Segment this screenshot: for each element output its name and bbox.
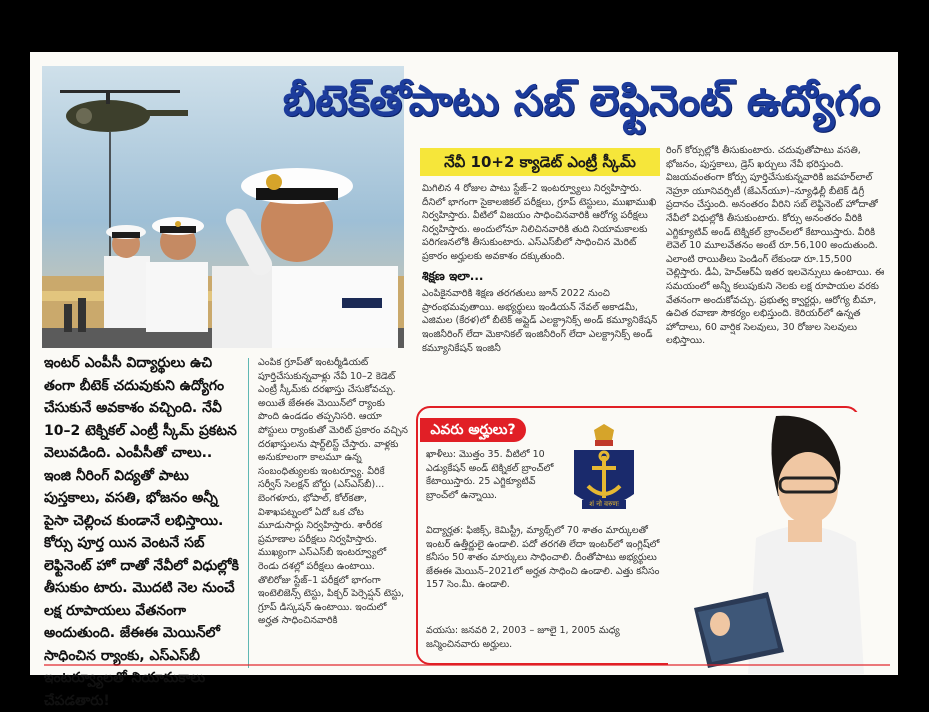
student-photo: [668, 412, 868, 674]
student-illustration: [668, 412, 868, 674]
training-paragraph: ఎంపికైనవారికి శిక్షణ తరగతులు జూన్ 2022 నుంచి ప్రారంభమవుతాయి. అభ్యర్థులు ఇండియన్ నేవల్ అకాడమీ, ఎజిమల (కేరళ)లో బీటెక్ అప్లైడ్ ఎలక్ట్రానిక్స్ అండ్ కమ్యూనికేషన్ ఇంజినీరింగ్ లేదా మెకానికల్ ఇంజినీరింగ్ లేదా ఎలక్ట్రానిక్స్ అండ్ కమ్యూనికేషన్ ఇంజినీ: [422, 288, 658, 354]
age-paragraph: వయసు: జనవరి 2, 2003 – జూలై 1, 2005 మధ్య జన్మించినవారు అర్హులు.: [426, 625, 620, 650]
vacancies-paragraph: ఖాళీలు: మొత్తం 35. వీటిలో 10 ఎడ్యుకేషన్ అండ్ టెక్నికల్ బ్రాంచ్‌లో కేటాయిస్తారు. 25 ఎగ్జిక్యూటివ్ బ్రాంచ్‌లో ఉన్నాయి.: [426, 449, 554, 501]
column-selection: [422, 182, 658, 400]
age-text: [426, 624, 666, 658]
column-salary: [666, 144, 888, 402]
eligibility-heading: ఎవరు అర్హులు?: [420, 418, 526, 442]
column-divider: [248, 358, 249, 668]
sub-heading-banner: నేవీ 10+2 క్యాడెట్ ఎంట్రీ స్కీమ్: [420, 148, 660, 176]
lead-paragraph: ఇంటర్ ఎంపీసీ విద్యార్థులు ఉచి తంగా బీటెక్ చదువుకుని ఉద్యోగం చేసుకునే అవకాశం వచ్చింది. నేవీ 10–2 టెక్నికల్ ఎంట్రీ స్కీమ్ ప్రకటన వెలువడింది. ఎంపీసీతో చాలు.. ఇంజి నీరింగ్ విద్యతో పాటు పుస్తకాలు, వసతి, భోజనం అన్నీ పైసా చెల్లించ కుండానే లభిస్తాయి. కోర్సు పూర్త యిన వెంటనే సబ్ లెఫ్టినెంట్ హో దాతో నేవీలో విధుల్లోకి తీసుకుం టారు. మొదటి నెల నుంచే లక్ష రూపాయలు వేతనంగా అందుతుంది. జేఈఈ మెయిన్‌లో సాధించిన ర్యాంకు, ఎస్ఎస్‌బీ ఇంటర్వ్యూలతో నియామకాలు చేపడతారు!: [44, 355, 239, 709]
selection-paragraph: మిగిలిన 4 రోజుల పాటు స్టేజ్–2 ఇంటర్వ్యూలు నిర్వహిస్తారు. దీనిలో భాగంగా సైకాలజికల్ పరీక్షలు, గ్రూప్ టెస్టులు, ముఖాముఖి నిర్వహిస్తారు. వీటిలో విజయం సాధించినవారికి ఆరోగ్య పరీక్షలు నిర్వహిస్తారు. అందులోనూ నిలిచినవారికి తుది నియామకాలకు పరిగణనలోకి తీసుకుంటారు. ఎస్ఎస్‌బీలో సాధించిన మెరిట్ ప్రకారం అర్హులకు అవకాశం దక్కుతుంది.: [422, 183, 657, 262]
ssb-paragraph: ఎంపిక గ్రూప్‌తో ఇంటర్మీడియట్ పూర్తిచేసుకున్నవాళ్లు నేవీ 10–2 కెడెట్ ఎంట్రీ స్కీమ్‌కు దరఖాస్తు చేసుకోవచ్చు. అయితే జేఈఈ మెయిన్‌లో ర్యాంకు పొంది ఉండడం తప్పనిసరి. ఆయా పోస్టులు ర్యాంకుతో మెరిట్ ప్రకారం వచ్చిన దరఖాస్తులను షార్ట్‌లిస్ట్ చేస్తారు. వాళ్లకు అనుకూలంగా కాలమూ ఉన్న సంబంధిత్యులకు ఇంటర్వ్యూ. వీరికే సర్వీస్ సెలక్షన్ బోర్డు (ఎస్ఎస్‌బీ)... బెంగళూరు, భోపాల్, కోల్‌కతా, విశాఖపట్నంలో ఏదో ఒక చోట మూడుసార్లు నిర్వహిస్తారు. శారీరక ప్రమాణాల పరీక్షలు నిర్వహిస్తారు. ముఖ్యంగా ఎస్ఎస్‌బీ ఇంటర్వ్యూలో రెండు దశల్లో పరీక్షలు ఉంటాయి. తొలిరోజు స్టేజ్–1 పరీక్షలో భాగంగా ఇంటెలిజెన్స్ టెస్టు, పిక్చర్ పెర్సెప్షన్ టెస్టు, గ్రూప్ డిస్కషన్ ఉంటాయి. ఇందులో అర్హత సాధించినవారికి: [258, 357, 408, 627]
qualification-paragraph: విద్యార్హత: ఫిజిక్స్, కెమిస్ట్రీ, మ్యాథ్స్‌లో 70 శాతం మార్కులతో ఇంటర్ ఉత్తీర్ణులై ఉండాలి. పదో తరగతి లేదా ఇంటర్‌లో ఇంగ్లిష్‌లో కనీసం 50 శాతం మార్కులు సాధించాలి. దీంతోపాటు అభ్యర్థులు జేఈఈ మెయిన్–2021లో అర్హత సాధించి ఉండాలి. ఎత్తు కనీసం 157 సెం.మీ. ఉండాలి.: [426, 525, 660, 591]
headline: బీటెక్‌తోపాటు సబ్ లెఫ్టినెంట్ ఉద్యోగం: [282, 76, 880, 125]
qualification-text: [426, 524, 666, 614]
emblem-motto: शं नो वरुणः: [582, 500, 626, 509]
column-ssb: [258, 356, 408, 664]
training-heading: శిక్షణ ఇలా...: [422, 268, 484, 283]
navy-emblem: [568, 424, 640, 520]
vacancies-text: [426, 448, 566, 518]
salary-paragraph: రింగ్ కోర్సుల్లోకి తీసుకుంటారు. చదువుతోపాటు వసతి, భోజనం, పుస్తకాలు, డ్రెస్ ఖర్చులు నేవీ భరిస్తుంది. విజయవంతంగా కోర్సు పూర్తిచేసుకున్నవారికి జవహర్‌లాల్ నెహ్రూ యూనివర్సిటీ (జేఎన్‌యూ)–న్యూఢిల్లీ బీటెక్ డిగ్రీ ప్రదానం చేస్తుంది. అనంతరం వీరిని సబ్ లెఫ్టినెంట్ హోదాతో నేవీలో విధుల్లోకి తీసుకుంటారు. కోర్సు అనంతరం వీరికి ఎగ్జిక్యూటివ్ అండ్ టెక్నికల్ బ్రాంచ్‌లలో కేటాయిస్తారు. వీరికి లెవెల్ 10 మూలవేతనం అంటే రూ.56,100 అందుతుంది. ఎలాంటి రాయితీలు పెండింగ్ లేకుండా రూ.15,500 చెల్లిస్తారు. డీఏ, హెచ్ఆర్ఏ ఇతర ఇలవెన్సులు ఉంటాయి. ఈ సమయంలో అన్నీ కలుపుకుని నెలకు లక్ష రూపాయల వరకు వేతనంగా అందుకోవచ్చు. ప్రభుత్వ క్వార్టర్లు, ఆరోగ్య బీమా, ఉచిత రవాణా సౌకర్యం లభిస్తుంది. కెరియర్‌లో ఉన్నత హోదాలు, 60 వార్షిక సెలవులు, 30 రోజుల సెలవులు లభిస్తాయి.: [666, 145, 885, 347]
bottom-rule: [44, 664, 890, 666]
newspaper-page: [30, 52, 898, 709]
